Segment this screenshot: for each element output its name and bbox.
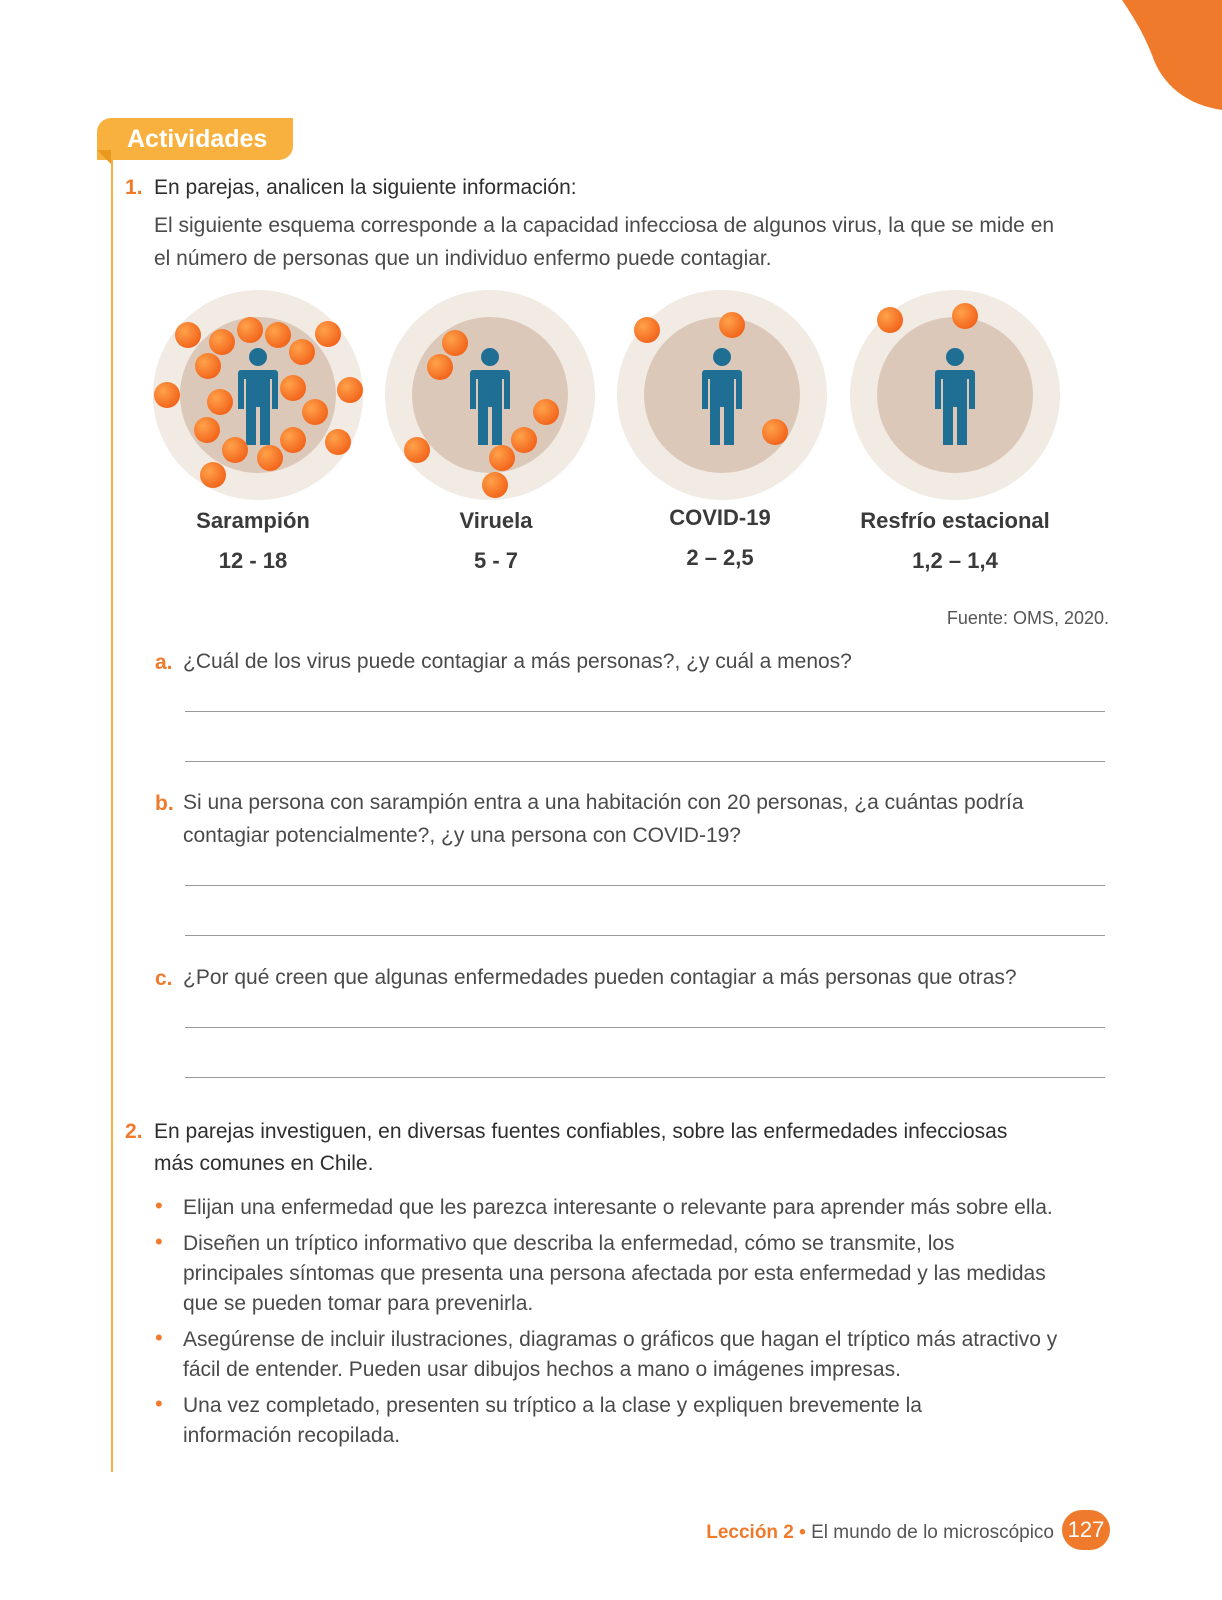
virus-name-cold: Resfrío estacional	[860, 508, 1050, 533]
corner-decoration	[1092, 0, 1222, 115]
footer-lesson-label: Lección 2	[706, 1522, 794, 1543]
section-margin-line	[111, 160, 113, 1472]
covid-diagram	[617, 290, 827, 500]
virus-range-measles: 12 - 18	[218, 548, 288, 573]
question-2-number: 2.	[125, 1120, 143, 1143]
subquestion-b-text-2: contagiar potencialmente?, ¿y una persona con COVID-19?	[183, 824, 741, 847]
infectivity-diagram	[150, 290, 1100, 520]
footer-lesson-title: El mundo de lo microscópico	[811, 1522, 1054, 1543]
subquestion-a-letter: a.	[155, 651, 173, 674]
question-1-intro-1: El siguiente esquema corresponde a la capacidad infecciosa de algunos virus, la que se mide en	[154, 214, 1055, 237]
answer-line[interactable]	[185, 885, 1105, 886]
cold-diagram	[850, 290, 1060, 500]
answer-line[interactable]	[185, 761, 1105, 762]
subquestion-b-letter: b.	[155, 792, 174, 815]
subquestion-c-text: ¿Por qué creen que algunas enfermedades pueden contagiar a más personas que otras?	[183, 966, 1017, 989]
tab-notch	[97, 150, 111, 164]
bullet-dot: •	[155, 1193, 163, 1218]
virus-name-smallpox: Viruela	[459, 508, 533, 533]
bullet-1-text: Elijan una enfermedad que les parezca interesante o relevante para aprender más sobre ella.	[183, 1196, 1053, 1219]
virus-name-covid: COVID-19	[669, 505, 771, 530]
bullet-3-text-1: Asegúrense de incluir ilustraciones, diagramas o gráficos que hagan el tríptico más atractivo y	[183, 1328, 1058, 1351]
subquestion-c-letter: c.	[155, 967, 173, 990]
bullet-4-text-2: información recopilada.	[183, 1424, 401, 1447]
measles-diagram	[153, 290, 363, 500]
smallpox-diagram	[385, 290, 595, 500]
bullet-dot: •	[155, 1229, 163, 1254]
virus-range-cold: 1,2 – 1,4	[912, 548, 998, 573]
virus-name-measles: Sarampión	[196, 508, 310, 533]
bullet-4-text-1: Una vez completado, presenten su tríptico a la clase y expliquen brevemente la	[183, 1394, 922, 1417]
question-2-text-2: más comunes en Chile.	[154, 1152, 374, 1175]
virus-range-smallpox: 5 - 7	[473, 548, 519, 573]
question-1-number: 1.	[125, 176, 143, 199]
answer-line[interactable]	[185, 711, 1105, 712]
question-1-intro-2: el número de personas que un individuo enfermo puede contagiar.	[154, 247, 772, 270]
bullet-dot: •	[155, 1325, 163, 1350]
footer-separator: •	[793, 1522, 812, 1543]
bullet-2-text-1: Diseñen un tríptico informativo que describa la enfermedad, cómo se transmite, los	[183, 1232, 955, 1255]
answer-line[interactable]	[185, 935, 1105, 936]
answer-line[interactable]	[185, 1077, 1105, 1078]
question-2-text-1: En parejas investiguen, en diversas fuentes confiables, sobre las enfermedades infecciosas	[154, 1120, 1008, 1143]
subquestion-b-text-1: Si una persona con sarampión entra a una habitación con 20 personas, ¿a cuántas podría	[183, 791, 1024, 814]
virus-range-covid: 2 – 2,5	[686, 545, 754, 570]
page-number: 127	[1062, 1510, 1110, 1550]
bullet-3-text-2: fácil de entender. Pueden usar dibujos hechos a mano o imágenes impresas.	[183, 1358, 901, 1381]
answer-line[interactable]	[185, 1027, 1105, 1028]
section-tab-actividades: Actividades	[97, 118, 293, 160]
bullet-2-text-2: principales síntomas que presenta una persona afectada por esta enfermedad y las medidas	[183, 1262, 1046, 1285]
subquestion-a-text: ¿Cuál de los virus puede contagiar a más personas?, ¿y cuál a menos?	[183, 650, 852, 673]
footer-lesson	[706, 1522, 1054, 1544]
bullet-dot: •	[155, 1391, 163, 1416]
question-1-prompt: En parejas, analicen la siguiente información:	[154, 176, 577, 199]
bullet-2-text-3: que se pueden tomar para prevenirla.	[183, 1292, 534, 1315]
source-citation: Fuente: OMS, 2020.	[946, 608, 1109, 628]
